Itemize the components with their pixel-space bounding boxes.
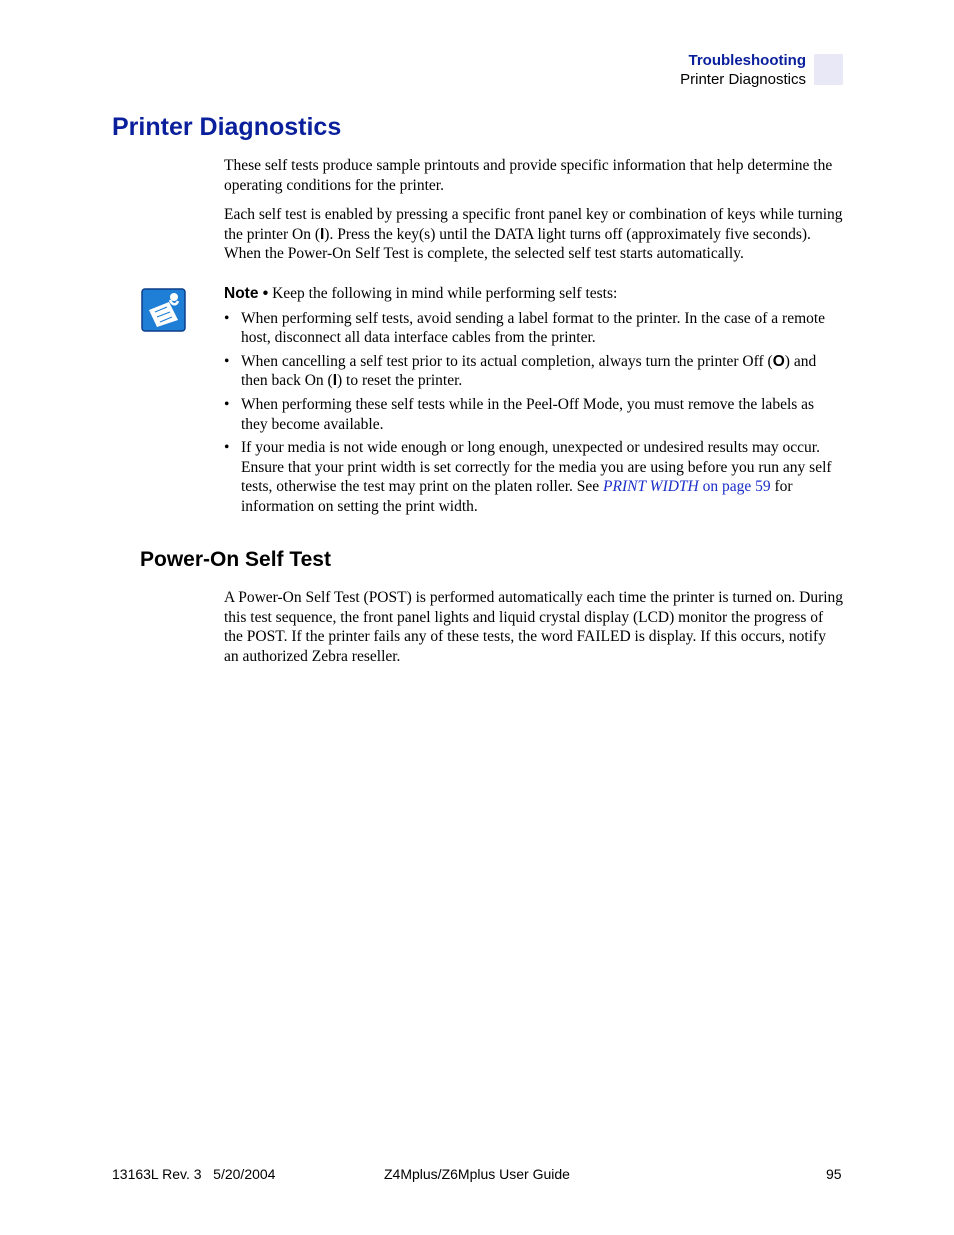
bullet: • <box>224 395 230 413</box>
bullet: • <box>224 309 230 327</box>
section-body: A Power-On Self Test (POST) is performed automatically each time the printer is turned on. During this test sequence, the front panel lights and liquid crystal display (LCD) monitor the progress of the POST. If the printer fails any of these tests, the word FAILED is display. If this occurs, notify an authorized Zebra reseller. <box>224 589 844 665</box>
print-width-link[interactable]: PRINT WIDTH on page 59 <box>603 478 771 496</box>
bullet: • <box>224 439 230 457</box>
note-lead: Note • Keep the following in mind while performing self tests: <box>224 285 618 302</box>
intro-paragraph-1: These self tests produce sample printouts and provide specific information that help determine the operating conditions for the printer. <box>224 157 833 194</box>
bullet: • <box>224 352 230 370</box>
note-block <box>224 284 844 521</box>
note-label: Note • <box>224 285 269 302</box>
header-tab-marker <box>814 54 843 85</box>
list-item: • When performing these self tests while in the Peel-Off Mode, you must remove the labels as they become available. <box>224 395 815 433</box>
page-title: Printer Diagnostics <box>112 113 342 141</box>
footer-page-number: 95 <box>826 1166 842 1182</box>
list-item: • When cancelling a self test prior to its actual completion, always turn the printer Off (O) and then back On (I) to reset the printer. <box>224 352 817 390</box>
list-item: • When performing self tests, avoid sending a label format to the printer. In the case of a remote host, disconnect all data interface cables from the printer. <box>224 309 826 347</box>
header-section: Printer Diagnostics <box>680 71 806 88</box>
intro-paragraph-2: Each self test is enabled by pressing a specific front panel key or combination of keys while turning the printer On (I). Press the key(s) until the DATA light turns off (approximately five seconds). When the Power-On Self Test is complete, the selected self test starts automatically. <box>224 206 843 263</box>
footer-doc-id: 13163L Rev. 3 5/20/2004 <box>112 1166 276 1182</box>
off-symbol: O <box>772 352 785 370</box>
on-symbol: I <box>319 225 325 243</box>
section-title: Power-On Self Test <box>140 548 331 571</box>
on-symbol: I <box>332 372 337 390</box>
running-header <box>680 51 806 89</box>
note-hand-icon <box>141 288 186 332</box>
list-item: • If your media is not wide enough or long enough, unexpected or undesired results may occur. Ensure that your print width is set correctly for the media you are using before you run any self tests, otherwise the test may print on the platen roller. See PRINT WIDTH on page 59 for information on setting the print width. <box>224 439 832 515</box>
footer-guide-title: Z4Mplus/Z6Mplus User Guide <box>384 1166 570 1182</box>
header-chapter: Troubleshooting <box>688 52 806 69</box>
note-list <box>224 309 844 517</box>
